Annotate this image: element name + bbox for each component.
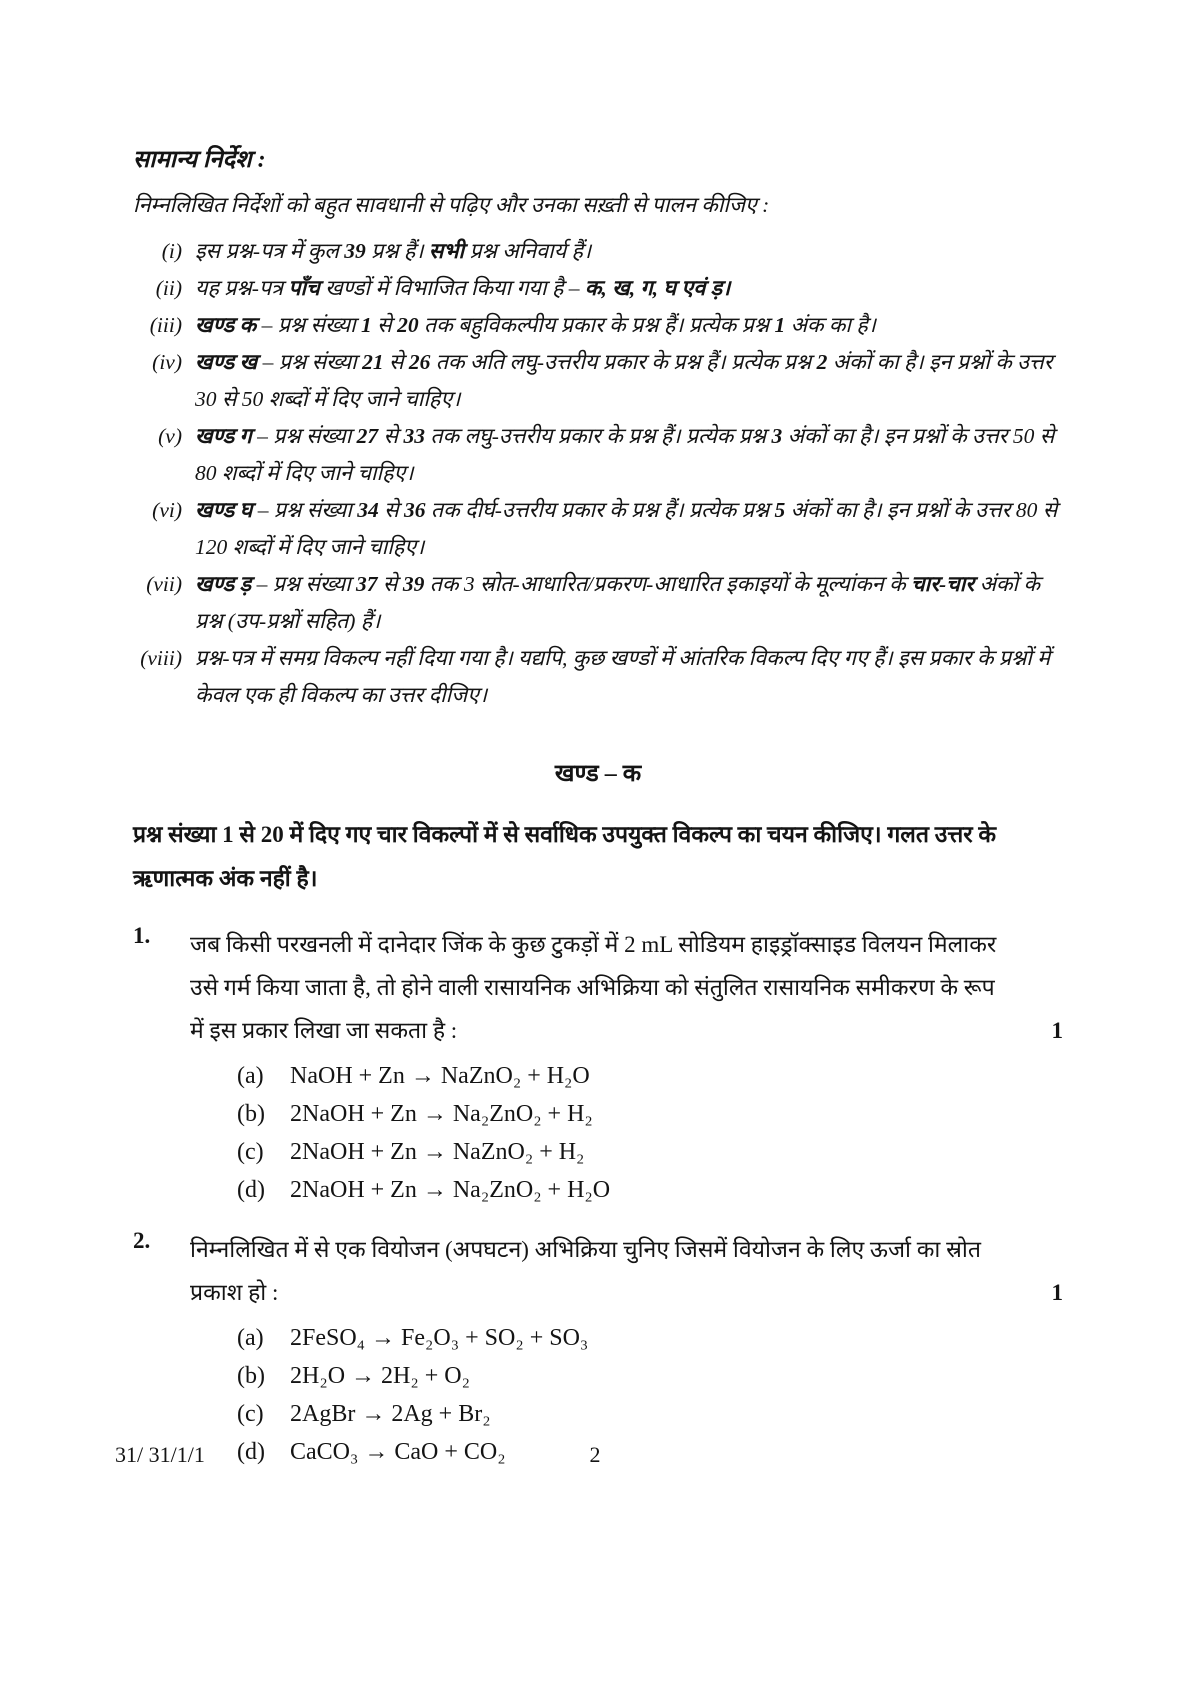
instruction-text: खण्ड ख – प्रश्न संख्या 21 से 26 तक अति लघु-उत्तरीय प्रकार के प्रश्न हैं। प्रत्येक प्रश्न 2 अंकों का है। इन प्रश्नों के उत्तर 30 से 50 शब्दों में दिए जाने चाहिए। xyxy=(195,350,1053,411)
question-2-option-a xyxy=(237,1320,1063,1356)
question-2-marks: 1 xyxy=(1051,1280,1063,1305)
option-label: (a) xyxy=(237,1063,264,1089)
option-equation: NaOH + Zn → NaZnO₂ + H₂O xyxy=(290,1063,590,1089)
question-2-body xyxy=(190,1228,1063,1472)
page-footer xyxy=(0,1442,1190,1468)
question-2-option-b xyxy=(237,1358,1063,1394)
section-a-title: खण्ड – क xyxy=(554,761,642,787)
instruction-text: खण्ड घ – प्रश्न संख्या 34 से 36 तक दीर्घ-उत्तरीय प्रकार के प्रश्न हैं। प्रत्येक प्रश्न 5 अंकों का है। इन प्रश्नों के उत्तर 80 से 120 शब्दों में दिए जाने चाहिए। xyxy=(195,498,1058,559)
question-1-number: 1. xyxy=(133,923,151,948)
instruction-item-vii xyxy=(133,566,1063,640)
instruction-number: (v) xyxy=(158,424,182,448)
option-label: (c) xyxy=(237,1139,264,1165)
instruction-item-viii xyxy=(133,640,1063,714)
instruction-item-ii xyxy=(133,270,1063,307)
option-label: (a) xyxy=(237,1325,264,1351)
instruction-number: (ii) xyxy=(155,276,182,300)
instruction-number: (viii) xyxy=(140,646,182,670)
instruction-item-i xyxy=(133,233,1063,270)
instruction-item-v xyxy=(133,418,1063,492)
instruction-text: प्रश्न-पत्र में समग्र विकल्प नहीं दिया गया है। यद्यपि, कुछ खण्डों में आंतरिक विकल्प दिए गए हैं। इस प्रकार के प्रश्नों में केवल एक ही विकल्प का उत्तर दीजिए। xyxy=(195,646,1051,707)
question-1-option-d xyxy=(237,1172,1063,1208)
option-label: (d) xyxy=(237,1177,265,1203)
instruction-text: इस प्रश्न-पत्र में कुल 39 प्रश्न हैं। सभी प्रश्न अनिवार्य हैं। xyxy=(195,239,592,263)
option-equation: 2AgBr → 2Ag + Br₂ xyxy=(290,1401,491,1427)
question-1-option-c xyxy=(237,1134,1063,1170)
question-2 xyxy=(133,1228,1063,1472)
general-instructions-heading: सामान्य निर्देश : xyxy=(133,147,266,173)
option-label: (c) xyxy=(237,1401,264,1427)
instruction-number: (vi) xyxy=(152,498,182,522)
question-2-option-c xyxy=(237,1396,1063,1432)
instruction-item-iv xyxy=(133,344,1063,418)
instruction-number: (iv) xyxy=(152,350,182,374)
paper-code: 31/ 31/1/1 xyxy=(115,1442,205,1467)
question-1-text: जब किसी परखनली में दानेदार जिंक के कुछ टुकड़ों में 2 mL सोडियम हाइड्रॉक्साइड विलयन मिलाकर उसे गर्म किया जाता है, तो होने वाली रासायनिक अभिक्रिया को संतुलित रासायनिक समीकरण के रूप में इस प्रकार लिखा जा सकता है : xyxy=(190,932,997,1043)
option-equation: 2NaOH + Zn → Na₂ZnO₂ + H₂O xyxy=(290,1177,611,1203)
instruction-text: खण्ड ग – प्रश्न संख्या 27 से 33 तक लघु-उत्तरीय प्रकार के प्रश्न हैं। प्रत्येक प्रश्न 3 अंकों का है। इन प्रश्नों के उत्तर 50 से 80 शब्दों में दिए जाने चाहिए। xyxy=(195,424,1055,485)
instruction-number: (i) xyxy=(161,239,182,263)
question-1-option-b xyxy=(237,1096,1063,1132)
option-equation: CaCO₃ → CaO + CO₂ xyxy=(290,1439,506,1465)
instruction-text: खण्ड क – प्रश्न संख्या 1 से 20 तक बहुविकल्पीय प्रकार के प्रश्न हैं। प्रत्येक प्रश्न 1 अंक का है। xyxy=(195,313,876,337)
option-equation: 2FeSO₄ → Fe₂O₃ + SO₂ + SO₃ xyxy=(290,1325,589,1351)
question-2-text: निम्नलिखित में से एक वियोजन (अपघटन) अभिक्रिया चुनिए जिसमें वियोजन के लिए ऊर्जा का स्रोत प्रकाश हो : xyxy=(190,1237,981,1305)
section-a-intro: प्रश्न संख्या 1 से 20 में दिए गए चार विकल्पों में से सर्वाधिक उपयुक्त विकल्प का चयन कीजिए। गलत उत्तर के ऋणात्मक अंक नहीं है। xyxy=(133,822,997,891)
instruction-text: खण्ड ड़ – प्रश्न संख्या 37 से 39 तक 3 स्रोत-आधारित/प्रकरण-आधारित इकाइयों के मूल्यांकन के चार-चार अंकों के प्रश्न (उप-प्रश्नों सहित) हैं। xyxy=(195,572,1040,633)
general-instructions-intro: निम्नलिखित निर्देशों को बहुत सावधानी से पढ़िए और उनका सख़्ती से पालन कीजिए : xyxy=(133,193,770,217)
question-1-body xyxy=(190,923,1063,1210)
page-number: 2 xyxy=(589,1442,601,1467)
question-1-text-wrap xyxy=(190,923,1063,1052)
option-label: (d) xyxy=(237,1439,265,1465)
question-1-options xyxy=(237,1058,1063,1208)
option-label: (b) xyxy=(237,1363,265,1389)
instruction-item-iii xyxy=(133,307,1063,344)
instruction-number: (iii) xyxy=(149,313,182,337)
option-equation: 2NaOH + Zn → NaZnO₂ + H₂ xyxy=(290,1139,585,1165)
general-instructions-list xyxy=(133,233,1063,714)
option-equation: 2NaOH + Zn → Na₂ZnO₂ + H₂ xyxy=(290,1101,593,1127)
instruction-item-vi xyxy=(133,492,1063,566)
question-1 xyxy=(133,923,1063,1210)
option-equation: 2H₂O → 2H₂ + O₂ xyxy=(290,1363,470,1389)
question-1-option-a xyxy=(237,1058,1063,1094)
option-label: (b) xyxy=(237,1101,265,1127)
instruction-number: (vii) xyxy=(146,572,182,596)
question-1-marks: 1 xyxy=(1051,1018,1063,1043)
question-2-number: 2. xyxy=(133,1228,151,1253)
instruction-text: यह प्रश्न-पत्र पाँच खण्डों में विभाजित किया गया है – क, ख, ग, घ एवं ड़। xyxy=(195,276,731,300)
question-2-text-wrap xyxy=(190,1228,1063,1314)
